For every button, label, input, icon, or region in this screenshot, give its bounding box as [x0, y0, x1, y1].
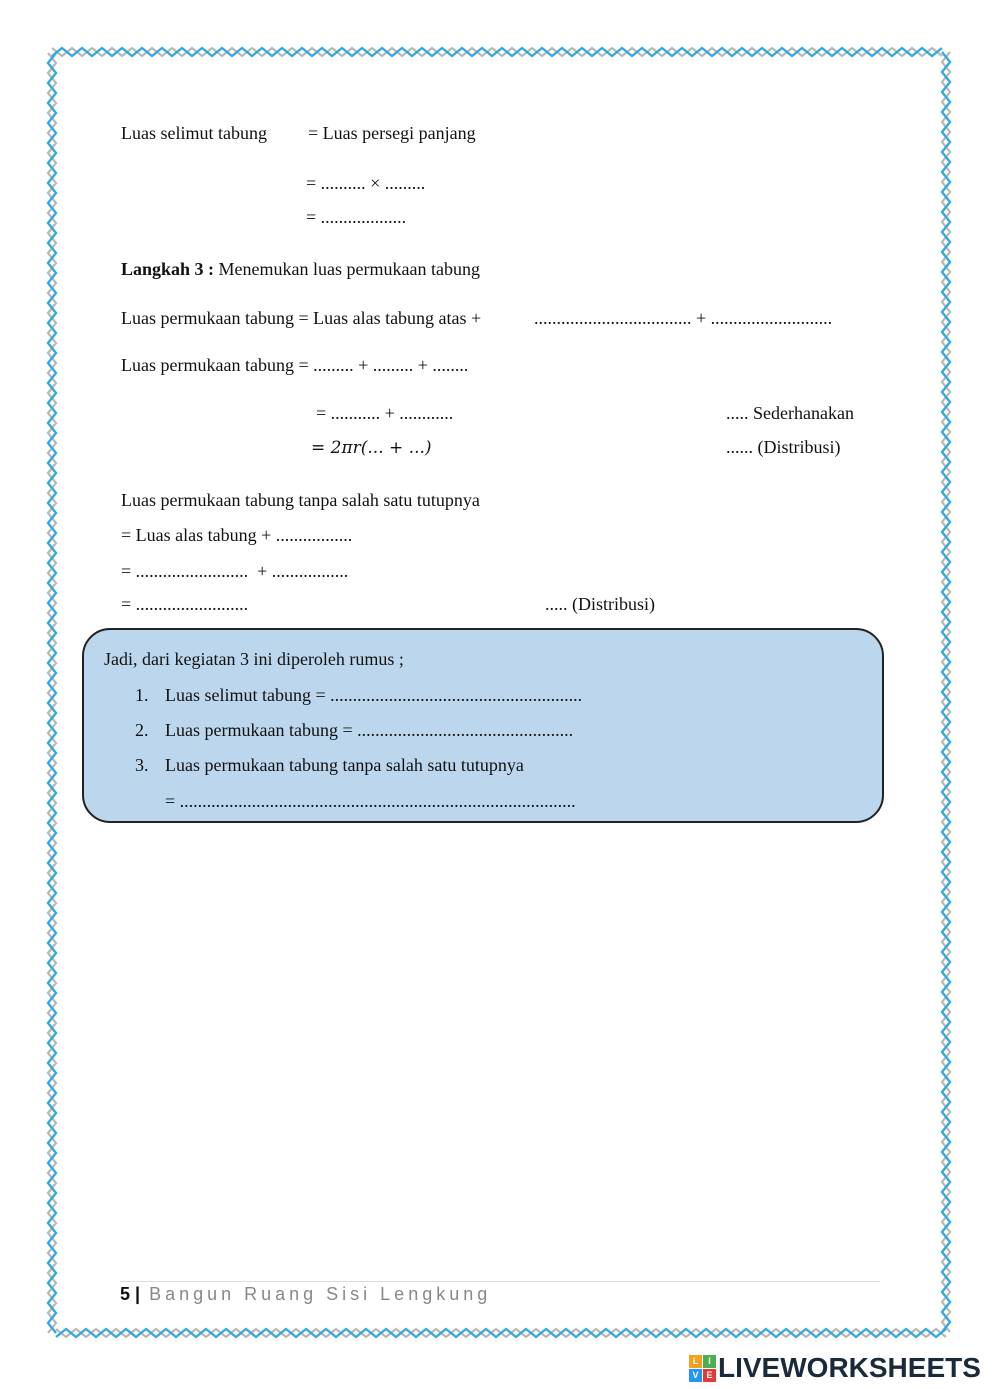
note-distribusi-2: ..... (Distribusi) [545, 594, 655, 614]
note-distribusi-1: ...... (Distribusi) [726, 437, 841, 457]
selimut-equation-3: = ................... [306, 207, 407, 227]
note-sederhanakan: ..... Sederhanakan [726, 403, 854, 423]
summary-item-3-text: Luas permukaan tabung tanpa salah satu tutupnya [165, 755, 524, 775]
logo-letter: L [689, 1355, 702, 1368]
summary-item-3-continuation: = ........................................................................................ [165, 791, 576, 811]
permukaan-line-1a: Luas permukaan tabung = Luas alas tabung atas + [121, 308, 482, 328]
summary-item-2-number: 2. [135, 720, 149, 740]
selimut-label: Luas selimut tabung [121, 123, 267, 143]
summary-item-2-text: Luas permukaan tabung = ................................................ [165, 720, 574, 740]
brand-name: LIVEWORKSHEETS [718, 1352, 981, 1383]
langkah-3-text: Menemukan luas permukaan tabung [214, 259, 480, 279]
langkah-3-label: Langkah 3 : [121, 259, 215, 279]
page-footer [120, 1284, 491, 1305]
tanpa-tutup-equation-2: = ......................... + ................. [121, 561, 349, 581]
logo-letter: V [689, 1369, 702, 1382]
selimut-equation-1: = Luas persegi panjang [308, 123, 476, 143]
summary-item-1-number: 1. [135, 685, 149, 705]
page-number: 5 | [120, 1284, 141, 1304]
permukaan-line-1b: ................................... + ........................... [534, 308, 833, 328]
logo-letter: E [703, 1369, 716, 1382]
liveworksheets-logo-icon [689, 1355, 715, 1381]
liveworksheets-brand [689, 1352, 981, 1384]
footer-title: Bangun Ruang Sisi Lengkung [140, 1284, 492, 1304]
summary-intro: Jadi, dari kegiatan 3 ini diperoleh rumus ; [104, 649, 404, 669]
selimut-equation-2: = .......... × ......... [306, 173, 426, 193]
tanpa-tutup-equation-3: = ......................... [121, 594, 249, 614]
border-zigzag [52, 48, 942, 56]
tanpa-tutup-equation-1: = Luas alas tabung + ................. [121, 525, 353, 545]
tanpa-tutup-title: Luas permukaan tabung tanpa salah satu tutupnya [121, 490, 480, 510]
summary-item-1-text: Luas selimut tabung = ........................................................ [165, 685, 583, 705]
permukaan-line-3: = ........... + ............ [316, 403, 454, 423]
border-zigzag [56, 1329, 946, 1337]
permukaan-line-2: Luas permukaan tabung = ......... + ......... + ........ [121, 355, 469, 375]
permukaan-line-4: = 2πr(... + ...) [311, 438, 432, 458]
footer-rule [120, 1281, 880, 1282]
langkah-3-heading [121, 258, 480, 280]
summary-item-3-number: 3. [135, 755, 149, 775]
logo-letter: I [703, 1355, 716, 1368]
